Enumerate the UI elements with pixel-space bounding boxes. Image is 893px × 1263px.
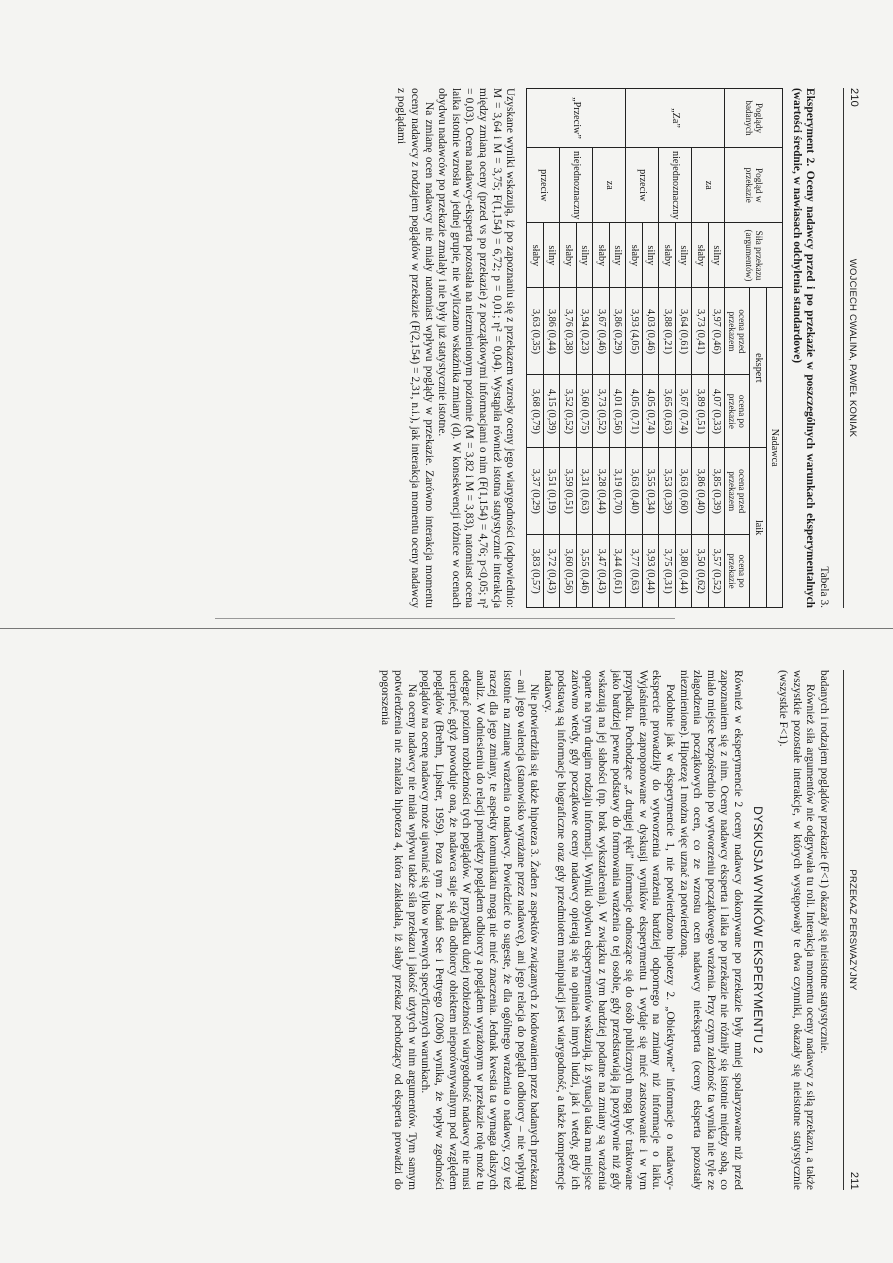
value-cell: 3,60 (0,56) <box>560 535 577 608</box>
value-cell: 3,50 (0,62) <box>692 535 709 608</box>
value-cell: 3,83 (0,57) <box>527 535 544 608</box>
value-cell: 3,89 (0,51) <box>692 375 709 448</box>
left-page <box>140 88 860 608</box>
value-cell: 3,68 (0,79) <box>527 375 544 448</box>
value-cell: 4,05 (0,71) <box>626 375 643 448</box>
th-ekspert-przed: ocena przed przekazem <box>725 288 750 375</box>
value-cell: 4,07 (0,33) <box>708 375 725 448</box>
subgroup-cell: przeciw <box>527 148 560 223</box>
left-running-head <box>844 88 860 608</box>
table-row <box>642 89 659 608</box>
table-row <box>576 89 593 608</box>
value-cell: 3,80 (0,44) <box>675 535 692 608</box>
th-ekspert: ekspert <box>750 288 767 448</box>
sila-cell: silny <box>642 223 659 288</box>
left-content <box>394 88 830 608</box>
value-cell: 4,01 (0,56) <box>609 375 626 448</box>
right-page-number: 211 <box>848 1171 860 1190</box>
right-paragraph-6: Na oceny nadawcy nie miała wpływu także siła przekazu i jakość użytych w nim argumentów. Tym samym potwierdzenia nie znalazła hipoteza 4, która zakładała, iż słaby przekaz pochodzący od eksperta prowadzi do pogorszenia <box>378 670 418 1190</box>
subgroup-cell: niejednoznaczny <box>560 148 593 223</box>
sila-cell: silny <box>543 223 560 288</box>
th-nadawca: Nadawca <box>766 288 783 608</box>
left-paragraph-2: Na zmianę ocen nadawcy nie miały natomiast wpływu poglądy w przekazie. Zarówno interakcja momentu oceny nadawcy z rodzajem poglądów w przekazie (F(2,154) = 2,31, n.i.), jak interakcja momentu oceny nadawcy z poglądami <box>395 88 435 608</box>
table-row <box>609 89 626 608</box>
value-cell: 3,59 (0,51) <box>560 448 577 535</box>
sila-cell: słaby <box>626 223 643 288</box>
value-cell: 4,03 (0,46) <box>642 288 659 375</box>
value-cell: 3,72 (0,43) <box>543 535 560 608</box>
sila-cell: silny <box>576 223 593 288</box>
value-cell: 3,93 (4,05) <box>626 288 643 375</box>
value-cell: 4,05 (0,74) <box>642 375 659 448</box>
sila-cell: słaby <box>560 223 577 288</box>
value-cell: 3,86 (0,44) <box>543 288 560 375</box>
value-cell: 3,63 (0,35) <box>527 288 544 375</box>
group-za: „Za” <box>626 89 725 148</box>
value-cell: 3,37 (0,29) <box>527 448 544 535</box>
left-page-number: 210 <box>848 88 860 107</box>
th-laik-przed: ocena przed przekazem <box>725 448 750 535</box>
sila-cell: słaby <box>527 223 544 288</box>
value-cell: 3,52 (0,52) <box>560 375 577 448</box>
subgroup-cell: za <box>692 148 725 223</box>
sila-cell: silny <box>675 223 692 288</box>
section-title: DYSKUSJA WYNIKÓW EKSPERYMENTU 2 <box>750 806 765 1054</box>
right-content <box>377 670 830 1190</box>
table-row <box>675 89 692 608</box>
sila-cell: słaby <box>593 223 610 288</box>
left-paragraph-1: Uzyskane wyniki wskazują, iż po zapoznaniu się z przekazem wzrosły oceny jego wiarygodności (odpowiednio: M = 3,64 i M = 3,75; F(1,154) = 6,72; p = 0,01; η² = 0,04). Wystąpiła również istotna statystycznie interakcja między zmianą oceny (przed vs po przekazie) z początkowymi informacjami o nim (F(1,154) = 4,76; p<0,05; η² = 0,03). Ocena nadawcy-eksperta pozostała na niezmienionym poziomie (M = 3,82 i M = 3,83), natomiast ocena laika istotnie wzrosła w jednej grupie, nie wyliczano wskaźnika zmiany (d). W konsekwencji różnice w ocenach obydwu nadawców po przekazie zmalały i nie były już statystycznie istotne. <box>436 88 517 608</box>
value-cell: 3,51 (0,19) <box>543 448 560 535</box>
subgroup-cell: niejednoznaczny <box>659 148 692 223</box>
value-cell: 3,75 (0,31) <box>659 535 676 608</box>
value-cell: 3,47 (0,43) <box>593 535 610 608</box>
sila-cell: silny <box>609 223 626 288</box>
value-cell: 3,28 (0,44) <box>593 448 610 535</box>
th-poglady: Poglądy badanych <box>725 89 783 148</box>
right-running-title: PRZEKAZ PERSWAZYJNY <box>847 869 858 991</box>
right-page <box>140 670 860 1190</box>
left-head-rule <box>843 88 844 608</box>
value-cell: 3,86 (0,29) <box>609 288 626 375</box>
right-paragraph-3: Również w eksperymencie 2 oceny nadawcy dokonywane po przekazie były mniej spolaryzowane niż przed zapoznaniem się z nim. Oceny nadawcy eksperta i laika po przekazie nie różniły się istotnie między sobą, co miało miejsce bezpośrednio po wytworzeniu początkowego wrażenia. Przy czym zależność ta wynika nie tyle ze złagodzenia początkowych ocen, co ze wzrostu ocen nadawcy nieeksperta (oceny eksperta pozostały niezmienione). Hipotezę 1 można więc uznać za potwierdzoną. <box>677 670 745 1190</box>
value-cell: 3,53 (0,39) <box>659 448 676 535</box>
right-paragraph-5: Nie potwierdziła się także hipoteza 3. Żaden z aspektów związanych z kodowaniem przez badanych przekazu – ani jego walencja (stanowisko wyrażane przez nadawcę), ani jego relacja do poglądu odbiorcy – nie wpłynął istotnie na zmianę wrażenia o nadawcy. Powiedzieć to sugeste, że dla ogólnego wrażenia o nadawcy, czy też raczej dla jego zmiany, te aspekty komunikatu mogą nie mieć znaczenia. Jednak kwestia ta wymaga dalszych analiz. W odniesieniu do relacji pomiędzy poglądem odbiorcy a poglądem wyrażonym w przekazie rolę może tu odegrać poziom rozbieżności tych poglądów. W przypadku dużej rozbieżności wiarygodność nadawcy nie musi ucierpieć, gdyż powoduje ona, że nadawca staje się dla odbiorcy obiektem nieporównywalnym pod względem poglądów (Brehm, Lipsher, 1959). Poza tym z badań See i Pettyego (2006) wynika, że wpływ zgodności poglądów na ocenę nadawcy może ujawniać się tylko w pewnych specyficznych warunkach. <box>419 670 541 1190</box>
value-cell: 3,44 (0,61) <box>609 535 626 608</box>
sila-cell: słaby <box>659 223 676 288</box>
value-cell: 3,73 (0,41) <box>692 288 709 375</box>
th-laik-po: ocena po przekazie <box>725 535 750 608</box>
value-cell: 3,88 (0,21) <box>659 288 676 375</box>
th-poglad-w-przekazie: Pogląd w przekazie <box>725 148 783 223</box>
table-row <box>543 89 560 608</box>
value-cell: 3,60 (0,75) <box>576 375 593 448</box>
right-head-rule <box>843 670 844 1190</box>
page-fold <box>0 628 893 629</box>
gutter-line <box>215 618 675 619</box>
value-cell: 3,73 (0,52) <box>593 375 610 448</box>
sila-cell: silny <box>708 223 725 288</box>
value-cell: 3,63 (0,40) <box>626 448 643 535</box>
th-laik: laik <box>750 448 767 608</box>
value-cell: 3,94 (0,23) <box>576 288 593 375</box>
value-cell: 3,19 (0,70) <box>609 448 626 535</box>
subgroup-cell: przeciw <box>626 148 659 223</box>
right-paragraph-1: badanych i rodzajem poglądów przekazie (F<1) okazały się nieistotne statystycznie. <box>818 670 830 1054</box>
value-cell: 3,65 (0,63) <box>659 375 676 448</box>
value-cell: 3,31 (0,63) <box>576 448 593 535</box>
group-przeciw: „Przeciw” <box>527 89 626 148</box>
value-cell: 3,63 (0,60) <box>675 448 692 535</box>
right-paragraph-4: Podobnie jak w eksperymencie 1, nie potwierdzono hipotezy 2. „Obiektywne” informacje o nadawcy-ekspercie prowadziły do wytworzenia wrażenia bardziej odpornego na zmiany niż informacje o laiku. Wyjaśnienie zaproponowane w dyskusji wyników eksperymentu 1 wydaje się mieć zastosowanie i w tym przypadku. Pochodzące „z drugiej ręki” informacje odnoszące się do osób publicznych mogą być traktowane jako bardziej pewne podstawy do formowania wrażenia o tej osobie, gdy przedstawiają ją pozytywnie niż gdy wskazują na jej słabości (np. brak wykształcenia). W związku z tym bardziej podatne na zmiany są wrażenia oparte na tym drugim rodzaju informacji. Wyniki obydwu eksperymentów wskazują, iż sytuacja taka ma miejsce zarówno wtedy, gdy początkowe oceny nadawcy opierają się na opiniach innych ludzi, jak i wtedy, gdy ich podstawą są informacje biograficzne oraz gdy przedmiotem manipulacji jest wiarygodność, a także kompetencje nadawcy. <box>541 670 677 1190</box>
results-table <box>526 88 783 608</box>
th-ekspert-po: ocena po przekazie <box>725 375 750 448</box>
left-running-title: WOJCIECH CWALINA, PAWEŁ KONIAK <box>847 258 858 438</box>
table-caption: Eksperyment 2. Oceny nadawcy przed i po przekazie w poszczególnych warunkach eksperymentalnych (wartości średnie, w nawiasach odchylenia standardowe) <box>790 88 817 608</box>
value-cell: 3,64 (0,61) <box>675 288 692 375</box>
table-row <box>708 89 725 608</box>
value-cell: 3,97 (0,46) <box>708 288 725 375</box>
value-cell: 3,85 (0,39) <box>708 448 725 535</box>
value-cell: 3,67 (0,46) <box>593 288 610 375</box>
table-label: Tabela 3. <box>818 566 830 608</box>
subgroup-cell: za <box>593 148 626 223</box>
sila-cell: słaby <box>692 223 709 288</box>
th-sila: Siła przekazu (argumentów) <box>725 223 783 288</box>
right-paragraph-2: Również siła argumentów nie odgrywała tu roli. Interakcja momentu oceny nadawcy z siłą przekazu, a także wszystkie pozostałe interakcje, w których występowały te dwa czynniki, okazały się nieistotne statystycznie (wszystkie F<1). <box>777 670 817 1190</box>
value-cell: 3,55 (0,46) <box>576 535 593 608</box>
value-cell: 4,15 (0,39) <box>543 375 560 448</box>
value-cell: 3,77 (0,63) <box>626 535 643 608</box>
value-cell: 3,86 (0,40) <box>692 448 709 535</box>
value-cell: 3,76 (0,38) <box>560 288 577 375</box>
right-running-head <box>844 670 860 1190</box>
value-cell: 3,55 (0,34) <box>642 448 659 535</box>
value-cell: 3,93 (0,44) <box>642 535 659 608</box>
value-cell: 3,67 (0,74) <box>675 375 692 448</box>
value-cell: 3,57 (0,52) <box>708 535 725 608</box>
